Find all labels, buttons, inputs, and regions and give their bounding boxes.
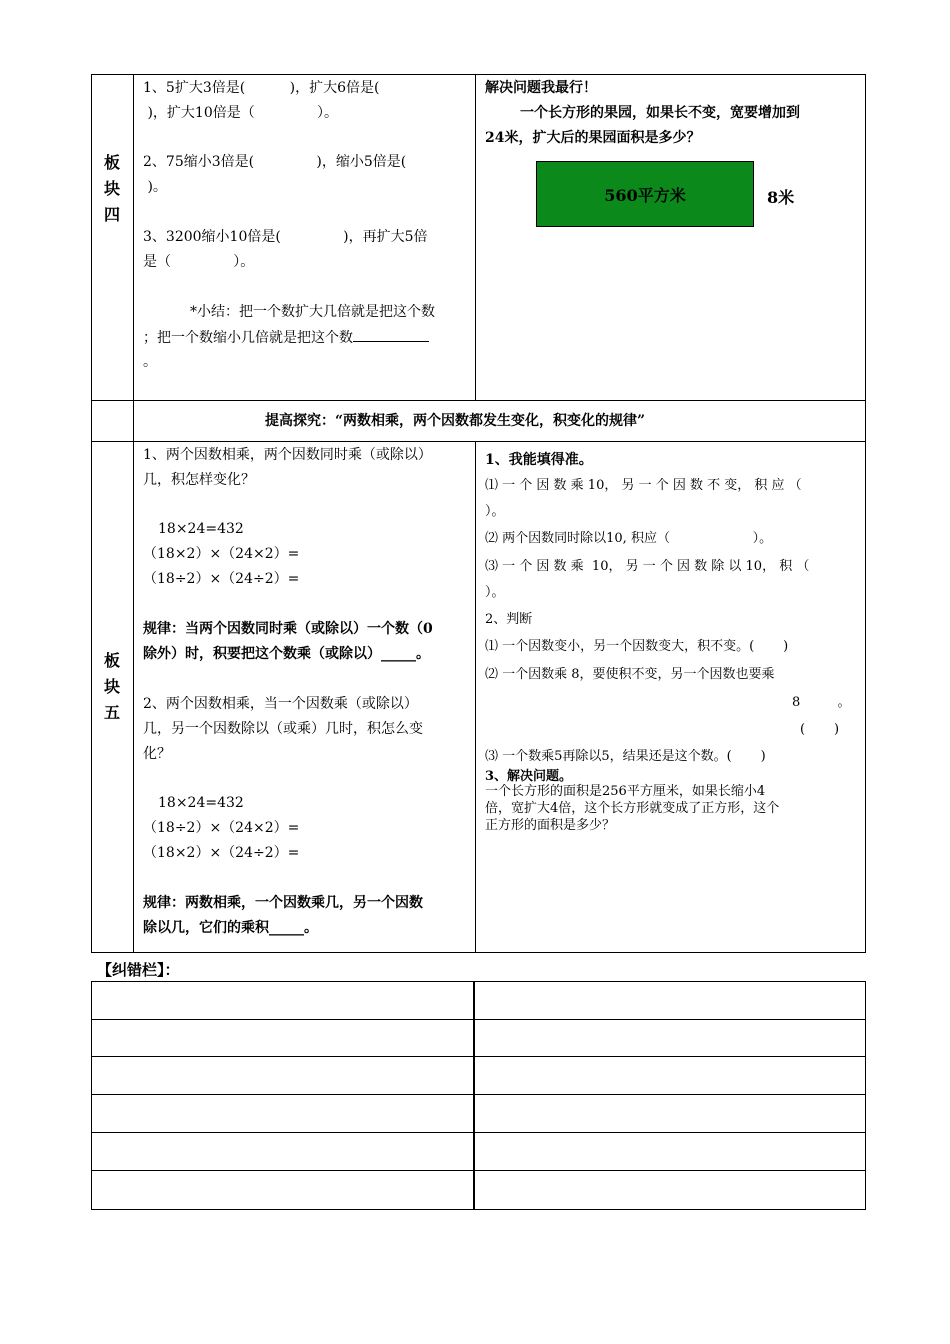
- s5-right-h3: 3、解决问题。: [485, 769, 573, 784]
- s4-summary-3: 。: [143, 354, 157, 370]
- s5-right-f1-a: ⑴ 一 个 因 数 乘 10， 另 一 个 因 数 不 变， 积 应 （: [485, 478, 802, 493]
- correction-title: 【纠错栏】：: [97, 961, 180, 979]
- s5-q1-eq3: （18÷2）×（24÷2）=: [143, 571, 300, 587]
- s5-right-j2-b: 8 。: [792, 695, 851, 710]
- s4-line-3: 2、75缩小3倍是( )，缩小5倍是(: [143, 154, 407, 170]
- correction-row-line: [91, 1094, 866, 1095]
- section4-label: [91, 150, 133, 228]
- table-col-divider-2b: [475, 441, 476, 953]
- s5-right-j1: ⑴ 一个因数变小，另一个因数变大，积不变。( ): [485, 639, 789, 654]
- section4-label-char: 板: [103, 153, 120, 172]
- s5-q1-eq1: 18×24=432: [158, 521, 244, 537]
- s4-line-2: )，扩大10倍是（ ）。: [143, 105, 339, 121]
- s5-rule2-b: 除以几，它们的乘积_____。: [143, 920, 318, 936]
- table-col-divider-2a: [475, 74, 476, 401]
- correction-grid: [91, 981, 866, 1210]
- correction-row-line: [91, 1056, 866, 1057]
- s5-right-j3: ⑶ 一个数乘5再除以5，结果还是这个数。( ): [485, 749, 766, 764]
- s4-right-q2: 24米，扩大后的果园面积是多少？: [485, 130, 701, 146]
- explore-title: 提高探究：“两数相乘，两个因数都发生变化，积变化的规律”: [265, 413, 646, 429]
- orchard-side-label: 8米: [767, 188, 795, 207]
- section5-label: [91, 648, 133, 726]
- s4-line-4: )。: [143, 179, 167, 195]
- s5-q2-eq2: （18÷2）×（24×2）=: [143, 820, 300, 836]
- s5-rule1-a: 规律：当两个因数同时乘（或除以）一个数（0: [143, 621, 433, 637]
- s5-q1-a: 1、两个因数相乘，两个因数同时乘（或除以）: [143, 447, 432, 463]
- table-row-divider-2: [91, 441, 866, 442]
- section5-label-char: 板: [103, 651, 120, 670]
- s5-q1-eq2: （18×2）×（24×2）=: [143, 546, 300, 562]
- orchard-rectangle: [536, 161, 754, 227]
- s5-rule1-b: 除外）时，积要把这个数乘（或除以）_____。: [143, 646, 430, 662]
- s5-right-f3-a: ⑶ 一 个 因 数 乘 10， 另 一 个 因 数 除 以 10， 积 （: [485, 559, 810, 574]
- s5-right-j2-a: ⑵ 一个因数乘 8，要使积不变，另一个因数也要乘: [485, 667, 775, 682]
- s4-line-6: 是（ ）。: [143, 254, 255, 270]
- correction-row-line: [91, 1132, 866, 1133]
- s5-rule2-a: 规律：两数相乘，一个因数乘几，另一个因数: [143, 895, 423, 911]
- s5-q2-eq1: 18×24=432: [158, 795, 244, 811]
- s5-q1-b: 几，积怎样变化？: [143, 472, 255, 488]
- section4-label-char: 块: [103, 179, 120, 198]
- blank-underline: [353, 327, 429, 342]
- s5-right-f3-b: ）。: [485, 585, 505, 600]
- s4-right-title: 解决问题我最行！: [485, 80, 597, 96]
- orchard-area-label: 560平方米: [604, 185, 686, 205]
- s5-right-p3: 正方形的面积是多少？: [485, 818, 616, 833]
- s5-right-j2-c: ( ): [800, 722, 840, 737]
- correction-col-divider: [473, 981, 475, 1210]
- s5-right-f2: ⑵ 两个因数同时除以10, 积应（ ）。: [485, 531, 773, 546]
- s5-right-p1: 一个长方形的面积是256平方厘米，如果长缩小4: [485, 784, 766, 799]
- s5-q2-a: 2、两个因数相乘，当一个因数乘（或除以）: [143, 696, 418, 712]
- s5-right-f1-b: ）。: [485, 504, 505, 519]
- s4-summary-2-text: ；把一个数缩小几倍就是把这个数: [143, 330, 353, 346]
- section5-label-char: 五: [103, 703, 120, 722]
- section4-label-char: 四: [103, 205, 120, 224]
- table-row-divider-1: [91, 400, 866, 401]
- s4-line-1: 1、5扩大3倍是( )，扩大6倍是(: [143, 80, 380, 96]
- s5-right-p2: 倍，宽扩大4倍，这个长方形就变成了正方形，这个: [485, 801, 780, 816]
- correction-row-line: [91, 1019, 866, 1020]
- s5-right-h2: 2、判断: [485, 612, 533, 627]
- s4-right-q1: 一个长方形的果园，如果长不变，宽要增加到: [520, 105, 800, 121]
- s4-summary-2: [143, 327, 429, 348]
- s5-q2-c: 化？: [143, 746, 171, 762]
- s4-summary-1: *小结：把一个数扩大几倍就是把这个数: [190, 304, 435, 320]
- table-col-divider-1: [133, 74, 134, 953]
- s4-line-5: 3、3200缩小10倍是( )，再扩大5倍: [143, 229, 428, 245]
- correction-row-line: [91, 1170, 866, 1171]
- s5-right-h1: 1、我能填得准。: [485, 452, 593, 468]
- s5-q2-b: 几，另一个因数除以（或乘）几时，积怎么变: [143, 721, 423, 737]
- section5-label-char: 块: [103, 677, 120, 696]
- s5-q2-eq3: （18×2）×（24÷2）=: [143, 845, 300, 861]
